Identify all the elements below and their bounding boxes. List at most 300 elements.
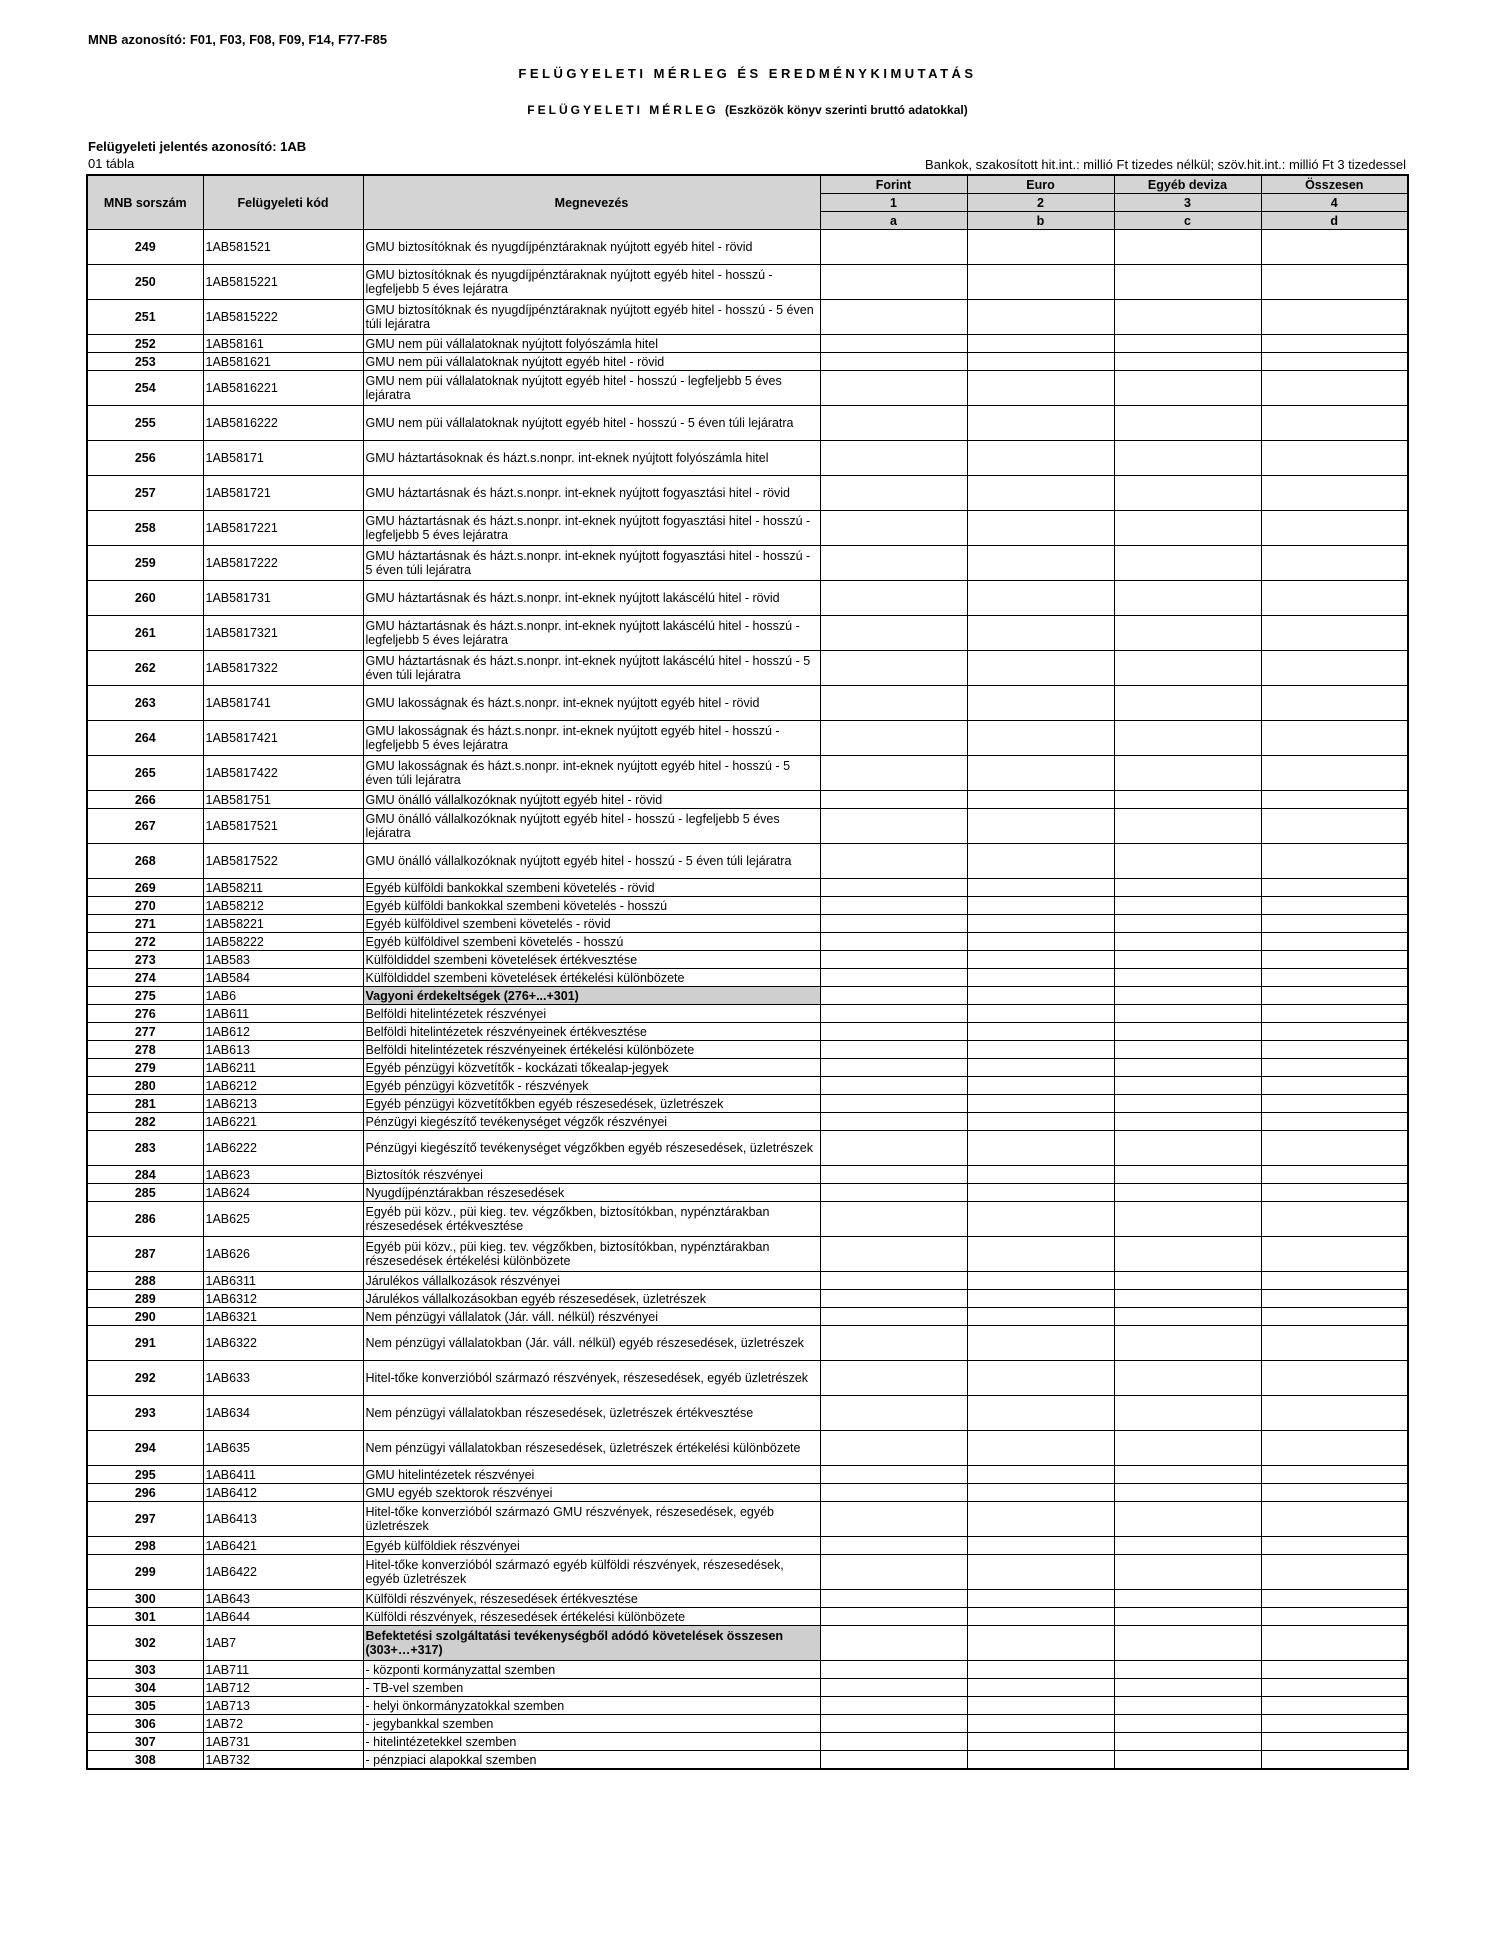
table-row <box>87 1715 1408 1733</box>
col-header-egyeb-deviza: Egyéb deviza <box>1114 175 1261 194</box>
row-number: 264 <box>87 721 203 756</box>
value-forint <box>820 651 967 686</box>
value-total <box>1261 897 1408 915</box>
item-name: Vagyoni érdekeltségek (276+...+301) <box>363 987 820 1005</box>
col-letter: c <box>1114 212 1261 230</box>
supervisory-code: 1AB6221 <box>203 1113 363 1131</box>
supervisory-code: 1AB6311 <box>203 1272 363 1290</box>
value-total <box>1261 1059 1408 1077</box>
supervisory-code: 1AB584 <box>203 969 363 987</box>
value-other-currency <box>1114 1059 1261 1077</box>
col-header-osszesen: Összesen <box>1261 175 1408 194</box>
value-total <box>1261 1095 1408 1113</box>
value-total <box>1261 915 1408 933</box>
item-name: Egyéb külföldivel szembeni követelés - hosszú <box>363 933 820 951</box>
value-forint <box>820 1095 967 1113</box>
item-name: GMU háztartásnak és házt.s.nonpr. int-eknek nyújtott fogyasztási hitel - hosszú - legfeljebb 5 éves lejáratra <box>363 511 820 546</box>
value-other-currency <box>1114 1113 1261 1131</box>
table-row <box>87 1697 1408 1715</box>
value-total <box>1261 1023 1408 1041</box>
value-euro <box>967 651 1114 686</box>
row-number: 296 <box>87 1484 203 1502</box>
item-name: Belföldi hitelintézetek részvényeinek értékvesztése <box>363 1023 820 1041</box>
value-euro <box>967 686 1114 721</box>
row-number: 276 <box>87 1005 203 1023</box>
value-other-currency <box>1114 1077 1261 1095</box>
units-note: Bankok, szakosított hit.int.: millió Ft tizedes nélkül; szöv.hit.int.: millió Ft 3 tizedessel <box>925 157 1406 172</box>
value-total <box>1261 1361 1408 1396</box>
value-other-currency <box>1114 476 1261 511</box>
value-other-currency <box>1114 353 1261 371</box>
supervisory-code: 1AB711 <box>203 1661 363 1679</box>
table-row <box>87 686 1408 721</box>
table-row <box>87 809 1408 844</box>
item-name: Egyéb pénzügyi közvetítőkben egyéb részesedések, üzletrészek <box>363 1095 820 1113</box>
supervisory-code: 1AB7 <box>203 1626 363 1661</box>
value-total <box>1261 686 1408 721</box>
value-forint <box>820 1023 967 1041</box>
row-number: 279 <box>87 1059 203 1077</box>
value-euro <box>967 1290 1114 1308</box>
supervisory-code: 1AB5815221 <box>203 265 363 300</box>
report-identifier: Felügyeleti jelentés azonosító: 1AB <box>88 139 307 154</box>
value-forint <box>820 1005 967 1023</box>
item-name: GMU biztosítóknak és nyugdíjpénztáraknak nyújtott egyéb hitel - hosszú - 5 éven túli lejáratra <box>363 300 820 335</box>
supervisory-code: 1AB5817222 <box>203 546 363 581</box>
item-name: Hitel-tőke konverzióból származó részvények, részesedések, egyéb üzletrészek <box>363 1361 820 1396</box>
value-euro <box>967 581 1114 616</box>
value-euro <box>967 1272 1114 1290</box>
row-number: 284 <box>87 1166 203 1184</box>
table-row <box>87 897 1408 915</box>
value-other-currency <box>1114 300 1261 335</box>
item-name: GMU nem püi vállalatoknak nyújtott folyószámla hitel <box>363 335 820 353</box>
row-number: 306 <box>87 1715 203 1733</box>
value-forint <box>820 756 967 791</box>
value-forint <box>820 616 967 651</box>
supervisory-code: 1AB5817322 <box>203 651 363 686</box>
value-other-currency <box>1114 756 1261 791</box>
value-forint <box>820 1237 967 1272</box>
value-euro <box>967 1555 1114 1590</box>
item-name: GMU nem püi vállalatoknak nyújtott egyéb hitel - hosszú - legfeljebb 5 éves lejáratra <box>363 371 820 406</box>
item-name: Biztosítók részvényei <box>363 1166 820 1184</box>
supervisory-code: 1AB6212 <box>203 1077 363 1095</box>
col-header-megnevezes: Megnevezés <box>363 175 820 230</box>
item-name: Hitel-tőke konverzióból származó egyéb külföldi részvények, részesedések, egyéb üzletrészek <box>363 1555 820 1590</box>
table-row <box>87 1484 1408 1502</box>
value-euro <box>967 1077 1114 1095</box>
value-total <box>1261 1041 1408 1059</box>
row-number: 289 <box>87 1290 203 1308</box>
value-euro <box>967 756 1114 791</box>
table-row <box>87 1537 1408 1555</box>
value-total <box>1261 265 1408 300</box>
supervisory-code: 1AB581731 <box>203 581 363 616</box>
value-other-currency <box>1114 1431 1261 1466</box>
item-name: Hitel-tőke konverzióból származó GMU részvények, részesedések, egyéb üzletrészek <box>363 1502 820 1537</box>
supervisory-code: 1AB72 <box>203 1715 363 1733</box>
value-total <box>1261 1077 1408 1095</box>
value-total <box>1261 791 1408 809</box>
supervisory-code: 1AB611 <box>203 1005 363 1023</box>
item-name: - hitelintézetekkel szemben <box>363 1733 820 1751</box>
row-number: 283 <box>87 1131 203 1166</box>
supervisory-code: 1AB732 <box>203 1751 363 1770</box>
value-euro <box>967 230 1114 265</box>
row-number: 281 <box>87 1095 203 1113</box>
col-letter: b <box>967 212 1114 230</box>
value-euro <box>967 1431 1114 1466</box>
item-name: GMU háztartásnak és házt.s.nonpr. int-eknek nyújtott fogyasztási hitel - rövid <box>363 476 820 511</box>
table-row <box>87 546 1408 581</box>
item-name: GMU lakosságnak és házt.s.nonpr. int-eknek nyújtott egyéb hitel - hosszú - legfeljebb 5 éves lejáratra <box>363 721 820 756</box>
item-name: Egyéb külföldivel szembeni követelés - rövid <box>363 915 820 933</box>
value-other-currency <box>1114 230 1261 265</box>
supervisory-code: 1AB612 <box>203 1023 363 1041</box>
table-body <box>87 230 1408 1770</box>
value-total <box>1261 546 1408 581</box>
value-euro <box>967 933 1114 951</box>
value-euro <box>967 1023 1114 1041</box>
supervisory-code: 1AB5817521 <box>203 809 363 844</box>
supervisory-code: 1AB6413 <box>203 1502 363 1537</box>
value-forint <box>820 1537 967 1555</box>
row-number: 257 <box>87 476 203 511</box>
supervisory-code: 1AB6412 <box>203 1484 363 1502</box>
table-row <box>87 1679 1408 1697</box>
value-other-currency <box>1114 1131 1261 1166</box>
row-number: 305 <box>87 1697 203 1715</box>
value-forint <box>820 969 967 987</box>
supervisory-code: 1AB634 <box>203 1396 363 1431</box>
value-euro <box>967 300 1114 335</box>
item-name: Külföldiddel szembeni követelések értékvesztése <box>363 951 820 969</box>
value-other-currency <box>1114 1466 1261 1484</box>
value-other-currency <box>1114 1023 1261 1041</box>
value-total <box>1261 476 1408 511</box>
item-name: - központi kormányzattal szemben <box>363 1661 820 1679</box>
row-number: 271 <box>87 915 203 933</box>
row-number: 307 <box>87 1733 203 1751</box>
supervisory-code: 1AB5817522 <box>203 844 363 879</box>
table-row <box>87 721 1408 756</box>
item-name: Külföldi részvények, részesedések értékvesztése <box>363 1590 820 1608</box>
value-total <box>1261 1555 1408 1590</box>
table-row <box>87 1733 1408 1751</box>
value-euro <box>967 1131 1114 1166</box>
row-number: 287 <box>87 1237 203 1272</box>
value-total <box>1261 951 1408 969</box>
supervisory-code: 1AB6422 <box>203 1555 363 1590</box>
table-row <box>87 335 1408 353</box>
table-row <box>87 1077 1408 1095</box>
table-row <box>87 1751 1408 1770</box>
col-letter: d <box>1261 212 1408 230</box>
col-header-kod: Felügyeleti kód <box>203 175 363 230</box>
value-forint <box>820 809 967 844</box>
table-row <box>87 1626 1408 1661</box>
row-number: 266 <box>87 791 203 809</box>
item-name: Külföldi részvények, részesedések értékelési különbözete <box>363 1608 820 1626</box>
value-other-currency <box>1114 1095 1261 1113</box>
table-row <box>87 951 1408 969</box>
value-total <box>1261 1484 1408 1502</box>
value-other-currency <box>1114 987 1261 1005</box>
value-forint <box>820 1041 967 1059</box>
value-forint <box>820 335 967 353</box>
value-other-currency <box>1114 1502 1261 1537</box>
value-other-currency <box>1114 441 1261 476</box>
table-row <box>87 581 1408 616</box>
value-euro <box>967 1059 1114 1077</box>
table-row <box>87 915 1408 933</box>
value-total <box>1261 1272 1408 1290</box>
supervisory-code: 1AB625 <box>203 1202 363 1237</box>
supervisory-code: 1AB713 <box>203 1697 363 1715</box>
value-total <box>1261 1184 1408 1202</box>
table-row <box>87 1202 1408 1237</box>
col-letter: a <box>820 212 967 230</box>
item-name: Egyéb püi közv., püi kieg. tev. végzőkben, biztosítókban, nypénztárakban részesedések értékelési különbözete <box>363 1237 820 1272</box>
value-other-currency <box>1114 721 1261 756</box>
row-number: 294 <box>87 1431 203 1466</box>
row-number: 251 <box>87 300 203 335</box>
value-euro <box>967 915 1114 933</box>
row-number: 253 <box>87 353 203 371</box>
value-euro <box>967 844 1114 879</box>
col-number: 1 <box>820 194 967 212</box>
value-euro <box>967 791 1114 809</box>
item-name: Egyéb püi közv., püi kieg. tev. végzőkben, biztosítókban, nypénztárakban részesedések értékvesztése <box>363 1202 820 1237</box>
value-forint <box>820 1661 967 1679</box>
table-row <box>87 1131 1408 1166</box>
value-other-currency <box>1114 879 1261 897</box>
row-number: 252 <box>87 335 203 353</box>
item-name: GMU nem püi vállalatoknak nyújtott egyéb hitel - hosszú - 5 éven túli lejáratra <box>363 406 820 441</box>
value-other-currency <box>1114 581 1261 616</box>
supervisory-code: 1AB5817421 <box>203 721 363 756</box>
row-number: 265 <box>87 756 203 791</box>
value-forint <box>820 1555 967 1590</box>
row-number: 291 <box>87 1326 203 1361</box>
item-name: - pénzpiaci alapokkal szemben <box>363 1751 820 1770</box>
item-name: GMU önálló vállalkozóknak nyújtott egyéb hitel - hosszú - legfeljebb 5 éves lejáratra <box>363 809 820 844</box>
value-euro <box>967 335 1114 353</box>
item-name: Belföldi hitelintézetek részvényeinek értékelési különbözete <box>363 1041 820 1059</box>
value-forint <box>820 1679 967 1697</box>
value-other-currency <box>1114 933 1261 951</box>
table-row <box>87 441 1408 476</box>
value-euro <box>967 1361 1114 1396</box>
value-total <box>1261 300 1408 335</box>
value-forint <box>820 476 967 511</box>
value-total <box>1261 651 1408 686</box>
value-forint <box>820 546 967 581</box>
value-total <box>1261 1502 1408 1537</box>
value-other-currency <box>1114 1537 1261 1555</box>
supervisory-code: 1AB6213 <box>203 1095 363 1113</box>
value-total <box>1261 1005 1408 1023</box>
supervisory-code: 1AB5817221 <box>203 511 363 546</box>
value-total <box>1261 406 1408 441</box>
row-number: 258 <box>87 511 203 546</box>
row-number: 292 <box>87 1361 203 1396</box>
value-total <box>1261 809 1408 844</box>
value-total <box>1261 230 1408 265</box>
value-euro <box>967 1396 1114 1431</box>
value-forint <box>820 1590 967 1608</box>
value-euro <box>967 1626 1114 1661</box>
row-number: 290 <box>87 1308 203 1326</box>
item-name: GMU biztosítóknak és nyugdíjpénztáraknak nyújtott egyéb hitel - rövid <box>363 230 820 265</box>
row-number: 280 <box>87 1077 203 1095</box>
item-name: GMU lakosságnak és házt.s.nonpr. int-eknek nyújtott egyéb hitel - rövid <box>363 686 820 721</box>
row-number: 288 <box>87 1272 203 1290</box>
item-name: Egyéb pénzügyi közvetítők - részvények <box>363 1077 820 1095</box>
row-number: 272 <box>87 933 203 951</box>
value-forint <box>820 406 967 441</box>
supervisory-code: 1AB644 <box>203 1608 363 1626</box>
value-total <box>1261 1290 1408 1308</box>
item-name: Nem pénzügyi vállalatok (Jár. váll. nélkül) részvényei <box>363 1308 820 1326</box>
value-other-currency <box>1114 686 1261 721</box>
value-forint <box>820 1113 967 1131</box>
table-row <box>87 353 1408 371</box>
value-euro <box>967 1537 1114 1555</box>
value-total <box>1261 844 1408 879</box>
value-other-currency <box>1114 1041 1261 1059</box>
table-row <box>87 1661 1408 1679</box>
item-name: Pénzügyi kiegészítő tevékenységet végzők részvényei <box>363 1113 820 1131</box>
table-row <box>87 1608 1408 1626</box>
row-number: 298 <box>87 1537 203 1555</box>
value-total <box>1261 1237 1408 1272</box>
supervisory-code: 1AB58221 <box>203 915 363 933</box>
value-forint <box>820 1502 967 1537</box>
table-row <box>87 1272 1408 1290</box>
value-total <box>1261 1733 1408 1751</box>
row-number: 274 <box>87 969 203 987</box>
value-other-currency <box>1114 951 1261 969</box>
value-total <box>1261 1608 1408 1626</box>
value-euro <box>967 1308 1114 1326</box>
value-total <box>1261 371 1408 406</box>
value-forint <box>820 721 967 756</box>
table-row <box>87 1184 1408 1202</box>
supervisory-code: 1AB5817422 <box>203 756 363 791</box>
value-total <box>1261 1202 1408 1237</box>
table-row <box>87 1113 1408 1131</box>
table-row <box>87 1502 1408 1537</box>
value-other-currency <box>1114 1608 1261 1626</box>
supervisory-code: 1AB58211 <box>203 879 363 897</box>
item-name: GMU hitelintézetek részvényei <box>363 1466 820 1484</box>
value-forint <box>820 1166 967 1184</box>
table-row <box>87 230 1408 265</box>
row-number: 295 <box>87 1466 203 1484</box>
table-row <box>87 1041 1408 1059</box>
row-number: 285 <box>87 1184 203 1202</box>
item-name: Egyéb külföldi bankokkal szembeni követelés - hosszú <box>363 897 820 915</box>
supervisory-code: 1AB623 <box>203 1166 363 1184</box>
value-total <box>1261 969 1408 987</box>
value-euro <box>967 1113 1114 1131</box>
value-euro <box>967 969 1114 987</box>
value-total <box>1261 511 1408 546</box>
row-number: 275 <box>87 987 203 1005</box>
value-total <box>1261 335 1408 353</box>
value-other-currency <box>1114 969 1261 987</box>
col-header-euro: Euro <box>967 175 1114 194</box>
row-number: 260 <box>87 581 203 616</box>
value-total <box>1261 1697 1408 1715</box>
value-total <box>1261 1537 1408 1555</box>
row-number: 293 <box>87 1396 203 1431</box>
value-euro <box>967 353 1114 371</box>
table-number: 01 tábla <box>88 156 135 171</box>
value-forint <box>820 441 967 476</box>
table-row <box>87 1361 1408 1396</box>
table-row <box>87 987 1408 1005</box>
row-number: 277 <box>87 1023 203 1041</box>
row-number: 259 <box>87 546 203 581</box>
value-euro <box>967 546 1114 581</box>
supervisory-code: 1AB6312 <box>203 1290 363 1308</box>
value-total <box>1261 1308 1408 1326</box>
value-euro <box>967 476 1114 511</box>
value-other-currency <box>1114 809 1261 844</box>
value-other-currency <box>1114 1679 1261 1697</box>
supervisory-code: 1AB5816222 <box>203 406 363 441</box>
supervisory-code: 1AB633 <box>203 1361 363 1396</box>
value-forint <box>820 1697 967 1715</box>
document-title: FELÜGYELETI MÉRLEG ÉS EREDMÉNYKIMUTATÁS <box>518 66 977 81</box>
value-euro <box>967 1484 1114 1502</box>
item-name: GMU háztartásnak és házt.s.nonpr. int-eknek nyújtott fogyasztási hitel - hosszú - 5 éven túli lejáratra <box>363 546 820 581</box>
table-row <box>87 265 1408 300</box>
row-number: 256 <box>87 441 203 476</box>
item-name: GMU önálló vállalkozóknak nyújtott egyéb hitel - rövid <box>363 791 820 809</box>
row-number: 304 <box>87 1679 203 1697</box>
row-number: 302 <box>87 1626 203 1661</box>
value-euro <box>967 1697 1114 1715</box>
item-name: - helyi önkormányzatokkal szemben <box>363 1697 820 1715</box>
value-other-currency <box>1114 1326 1261 1361</box>
value-forint <box>820 300 967 335</box>
value-total <box>1261 1715 1408 1733</box>
value-euro <box>967 1041 1114 1059</box>
supervisory-code: 1AB6211 <box>203 1059 363 1077</box>
table-row <box>87 371 1408 406</box>
value-other-currency <box>1114 1202 1261 1237</box>
row-number: 273 <box>87 951 203 969</box>
table-row <box>87 1308 1408 1326</box>
value-euro <box>967 1608 1114 1626</box>
value-total <box>1261 1326 1408 1361</box>
document-subtitle <box>0 103 1495 117</box>
value-other-currency <box>1114 651 1261 686</box>
value-other-currency <box>1114 1484 1261 1502</box>
value-total <box>1261 1131 1408 1166</box>
supervisory-code: 1AB58171 <box>203 441 363 476</box>
value-forint <box>820 1077 967 1095</box>
value-euro <box>967 1661 1114 1679</box>
supervisory-code: 1AB581521 <box>203 230 363 265</box>
supervisory-code: 1AB613 <box>203 1041 363 1059</box>
table-row <box>87 969 1408 987</box>
supervisory-code: 1AB6411 <box>203 1466 363 1484</box>
